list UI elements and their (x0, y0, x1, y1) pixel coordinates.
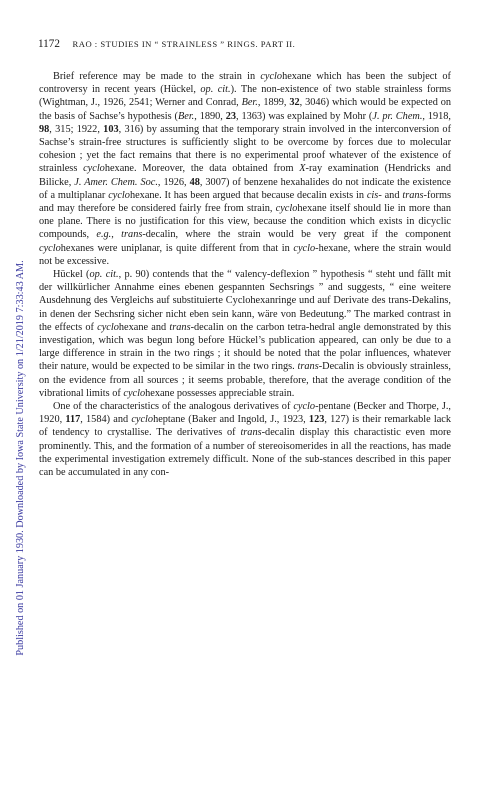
italic-run: cyclo (123, 387, 146, 399)
italic-run: Ber. (241, 97, 258, 109)
paragraph-2 (39, 268, 451, 400)
page-number: 1172 (38, 38, 60, 50)
bold-run: 48 (189, 176, 200, 188)
text-run: -decalin display this charactistic even more prominently. This, and the formation of a number of stereoisomerides in all the reactions, has made the experimental investigation extremely difficult. None of the sub-stances described in this paper can be accumulated in any con- (39, 427, 452, 479)
text-run: -forms and may therefore be considered fairly free from strain, (39, 189, 451, 215)
bold-run: 32 (289, 97, 300, 109)
text-run: , 1584) and (80, 414, 132, 426)
italic-run: trans (240, 427, 262, 439)
running-title: RAO : STUDIES IN “ STRAINLESS ” RINGS. PART II. (72, 39, 296, 49)
text-run: Hückel ( (53, 269, 90, 281)
text-run: - and (378, 189, 403, 201)
bold-run: 98 (39, 123, 50, 135)
italic-run: cyclo (131, 414, 154, 426)
bold-run: 103 (103, 123, 119, 135)
italic-run: J. Amer. Chem. Soc. (74, 176, 158, 188)
italic-run: op. cit. (89, 269, 119, 281)
text-run: , p. 90) contends that the “ valency-deflexion ” hypothesis “ steht und fällt mit der willkürlicher Annahme eines ebenen gespannten Sechsrings ” and suggests, “ eine weitere Ausdehnung des Vergleichs auf substituierte Cyclohexanringe und auf Derivate des trans-Dekalins, in denen der Sechsring sicher nicht eben sein kann, wäre von Bedeutung.” The marked contrast in the effects of (39, 269, 452, 333)
italic-run: cyclo (293, 242, 316, 254)
italic-run: cyclo (39, 242, 61, 254)
text-run: hexane. Moreover, the data obtained from (104, 163, 300, 175)
italic-run: cyclo (97, 321, 119, 333)
text-run: , 3007) of benzene hexahalides do not indicate the existence of a multiplanar (39, 176, 451, 201)
italic-run: e.g. (96, 229, 112, 241)
text-run: hexane and (118, 321, 170, 333)
italic-run: trans (169, 321, 191, 333)
text-run: -hexane, where the strain would not be excessive. (39, 242, 451, 267)
bold-run: 23 (225, 110, 237, 122)
italic-run: trans (121, 229, 143, 241)
italic-run: X (299, 163, 306, 175)
italic-run: cyclo (108, 189, 130, 201)
text-run: hexanes were uniplanar, is quite different from that in (60, 242, 294, 254)
text-run: hexane itself should lie in more than one plane. There is no justification for this view, because the condition which exists in dicyclic compounds, (39, 203, 451, 241)
text-run: Brief reference may be made to the strain in (53, 71, 261, 82)
paragraph-3 (39, 400, 451, 479)
text-run: , (111, 229, 122, 241)
italic-run: trans (297, 361, 319, 373)
text-run: , 1926, (157, 176, 190, 188)
text-run: , 315; 1922, (49, 123, 104, 135)
text-run: , 1899, (257, 97, 290, 109)
italic-run: cyclo (83, 163, 105, 175)
paragraph-1 (39, 70, 451, 268)
bold-run: 123 (308, 414, 325, 426)
text-run: -decalin, where the strain would be very great if the component (142, 229, 451, 241)
italic-run: cyclo (260, 71, 283, 82)
text-run: , 1363) was explained by Mohr ( (236, 110, 373, 122)
text-run: hexane. It has been argued that because decalin exists in (129, 189, 367, 201)
text-run: , 127) is their remarkable lack of tendency to crystallise. The derivatives of (39, 414, 451, 439)
italic-run: cis (366, 189, 379, 201)
text-run: -decalin on the carbon tetra-hedral angle demonstrated by this investigation, which was begun long before Hückel’s publication appeared, can only be due to a large difference in strain in the two rings ; it should be noted that the polar influences, whatever their nature, would be expected to be similar in the two rings. (39, 321, 451, 373)
text-run: -Decalin is obviously strainless, on the evidence from all sources ; it seems probable, therefore, that the average condition of the vibrational limits of (39, 361, 451, 399)
italic-run: cyclo (293, 401, 316, 413)
text-run: hexane possesses appreciable strain. (145, 387, 295, 399)
text-run: One of the characteristics of the analogous derivatives of (53, 401, 294, 413)
italic-run: cyclo (275, 203, 298, 215)
italic-run: Ber. (177, 110, 195, 122)
italic-run: op. cit. (200, 84, 231, 96)
text-run: , 316) by assuming that the temporary strain involved in the interconversion of Sachse’s strain-free structures is sufficiently slight to be overcome by forces due to molecular cohesion ; yet the fact remains that there is no experimental proof whatever of the existence of strainless (39, 123, 451, 175)
publication-sidebar (1, 58, 26, 758)
text-run: , 1918, (422, 110, 451, 122)
publication-note: Published on 01 January 1930. Downloaded by Iowa State University on 1/21/2019 7:33:43 AM. (15, 260, 26, 656)
page-header (38, 38, 448, 51)
text-run: -ray examination (Hendricks and Bilicke, (39, 163, 451, 188)
text-run: -pentane (Becker and Thorpe, J., 1920, (39, 401, 451, 426)
italic-run: J. pr. Chem. (372, 110, 423, 122)
italic-run: trans (402, 189, 424, 201)
bold-run: 117 (65, 414, 81, 426)
article-body (39, 70, 451, 479)
text-run: , 1890, (194, 110, 226, 122)
text-run: ). The non-existence of two stable strainless forms (Wightman, J., 1926, 2541; Werner and Conrad, (39, 84, 451, 109)
text-run: heptane (Baker and Ingold, J., 1923, (153, 414, 309, 426)
text-run: , 3046) which would be expected on the basis of Sachse’s hypothesis ( (39, 97, 452, 122)
text-run: hexane which has been the subject of controversy in recent years (Hückel, (39, 71, 451, 96)
